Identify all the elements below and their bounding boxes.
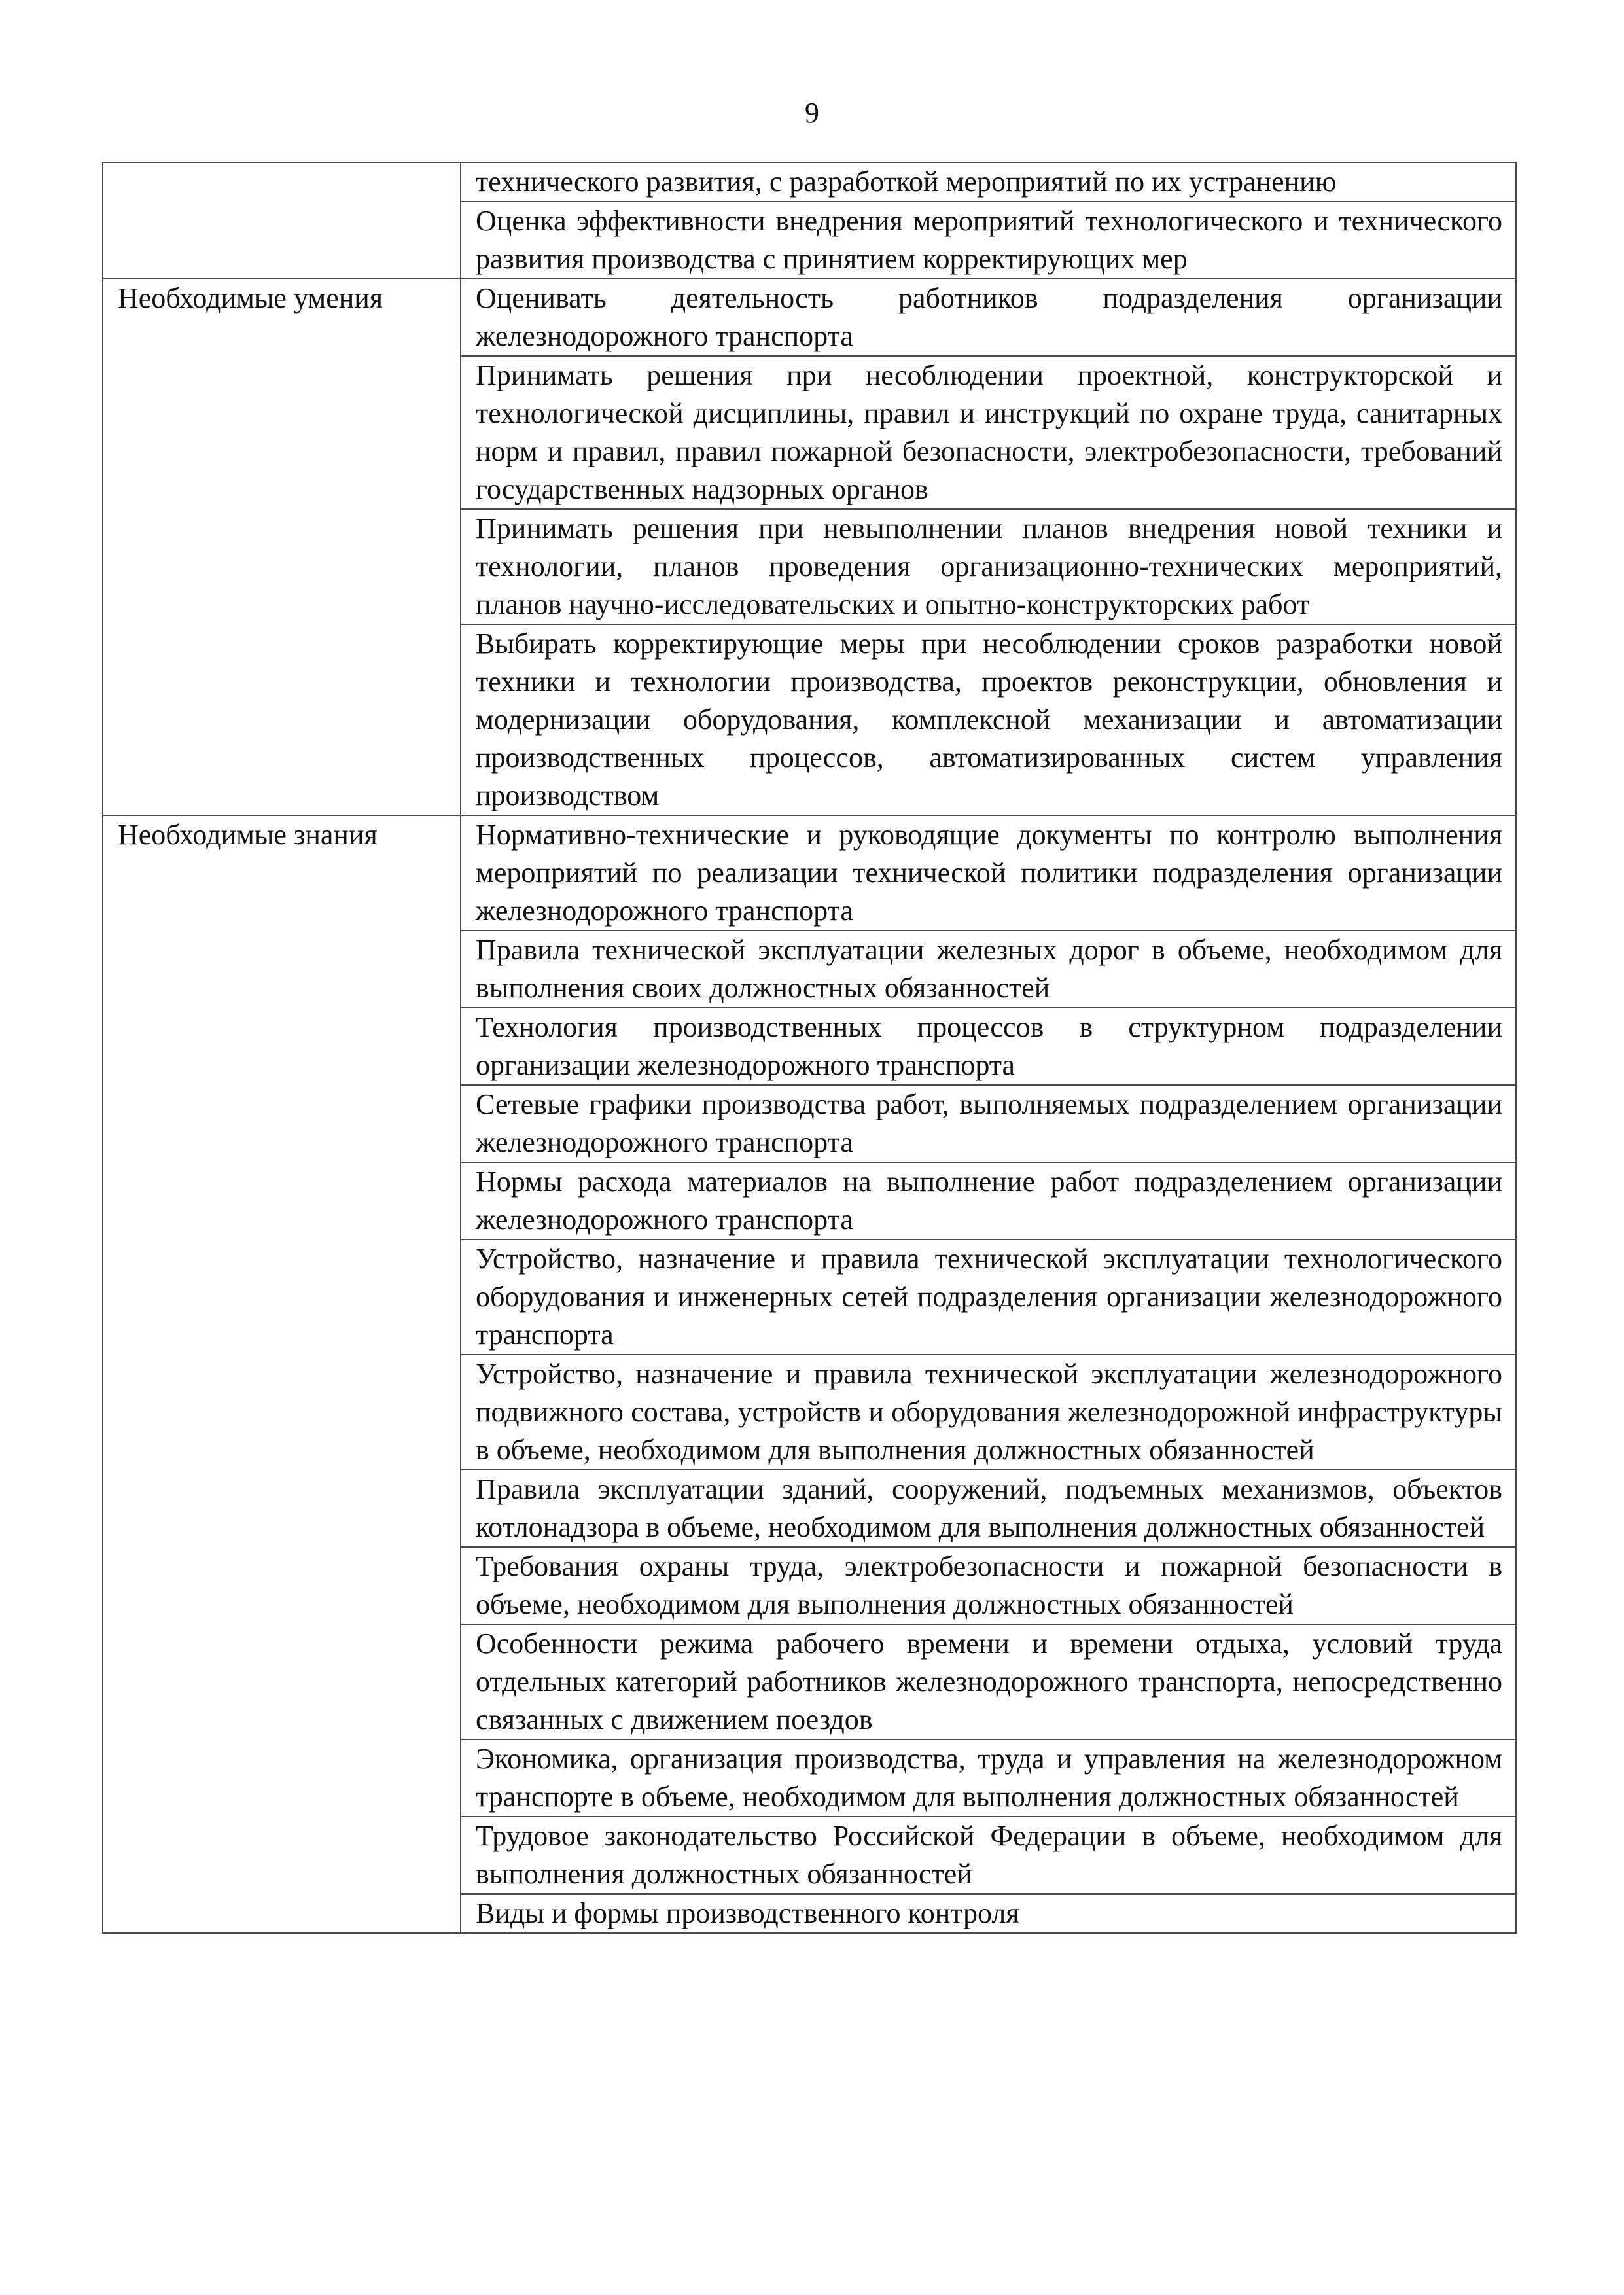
table-row bbox=[103, 162, 1516, 202]
table-cell: Требования охраны труда, электробезопасности и пожарной безопасности в объеме, необходимом для выполнения должностных обязанностей bbox=[461, 1547, 1516, 1624]
table-cell: Оценивать деятельность работников подразделения организации железнодорожного транспорта bbox=[461, 279, 1516, 356]
table-cell: Особенности режима рабочего времени и времени отдыха, условий труда отдельных категорий работников железнодорожного транспорта, непосредственно связанных с движением поездов bbox=[461, 1624, 1516, 1739]
table-cell: Нормативно-технические и руководящие документы по контролю выполнения мероприятий по реализации технической политики подразделения организации железнодорожного транспорта bbox=[461, 815, 1516, 931]
table-cell: Оценка эффективности внедрения мероприятий технологического и технического развития производства с принятием корректирующих мер bbox=[461, 202, 1516, 279]
table-cell: Правила эксплуатации зданий, сооружений, подъемных механизмов, объектов котлонадзора в объеме, необходимом для выполнения должностных обязанностей bbox=[461, 1470, 1516, 1547]
table-cell: Устройство, назначение и правила технической эксплуатации технологического оборудования и инженерных сетей подразделения организации железнодорожного транспорта bbox=[461, 1239, 1516, 1355]
table-cell: Принимать решения при невыполнении планов внедрения новой техники и технологии, планов проведения организационно-технических мероприятий, планов научно-исследовательских и опытно-конструкторских работ bbox=[461, 509, 1516, 624]
table-cell: Трудовое законодательство Российской Федерации в объеме, необходимом для выполнения должностных обязанностей bbox=[461, 1817, 1516, 1894]
section-label-knowledge: Необходимые знания bbox=[103, 815, 461, 1933]
table-cell: Устройство, назначение и правила технической эксплуатации железнодорожного подвижного состава, устройств и оборудования железнодорожной инфраструктуры в объеме, необходимом для выполнения должностных обязанностей bbox=[461, 1355, 1516, 1470]
section-label-skills: Необходимые умения bbox=[103, 279, 461, 815]
requirements-table bbox=[102, 162, 1517, 1934]
table-row bbox=[103, 815, 1516, 931]
page-number: 9 bbox=[805, 97, 819, 129]
table-cell: Нормы расхода материалов на выполнение работ подразделением организации железнодорожного транспорта bbox=[461, 1162, 1516, 1239]
table-cell: Виды и формы производственного контроля bbox=[461, 1894, 1516, 1933]
table-cell: технического развития, с разработкой мероприятий по их устранению bbox=[461, 162, 1516, 202]
table-cell: Выбирать корректирующие меры при несоблюдении сроков разработки новой техники и технологии производства, проектов реконструкции, обновления и модернизации оборудования, комплексной механизации и автоматизации производственных процессов, автоматизированных систем управления производством bbox=[461, 624, 1516, 815]
table-cell: Принимать решения при несоблюдении проектной, конструкторской и технологической дисциплины, правил и инструкций по охране труда, санитарных норм и правил, правил пожарной безопасности, электробезопасности, требований государственных надзорных органов bbox=[461, 356, 1516, 509]
table-cell: Технология производственных процессов в структурном подразделении организации железнодорожного транспорта bbox=[461, 1008, 1516, 1085]
table-cell: Сетевые графики производства работ, выполняемых подразделением организации железнодорожного транспорта bbox=[461, 1085, 1516, 1162]
table-cell: Правила технической эксплуатации железных дорог в объеме, необходимом для выполнения своих должностных обязанностей bbox=[461, 931, 1516, 1008]
table-row bbox=[103, 279, 1516, 356]
section-label bbox=[103, 162, 461, 279]
table-cell: Экономика, организация производства, труда и управления на железнодорожном транспорте в объеме, необходимом для выполнения должностных обязанностей bbox=[461, 1739, 1516, 1817]
